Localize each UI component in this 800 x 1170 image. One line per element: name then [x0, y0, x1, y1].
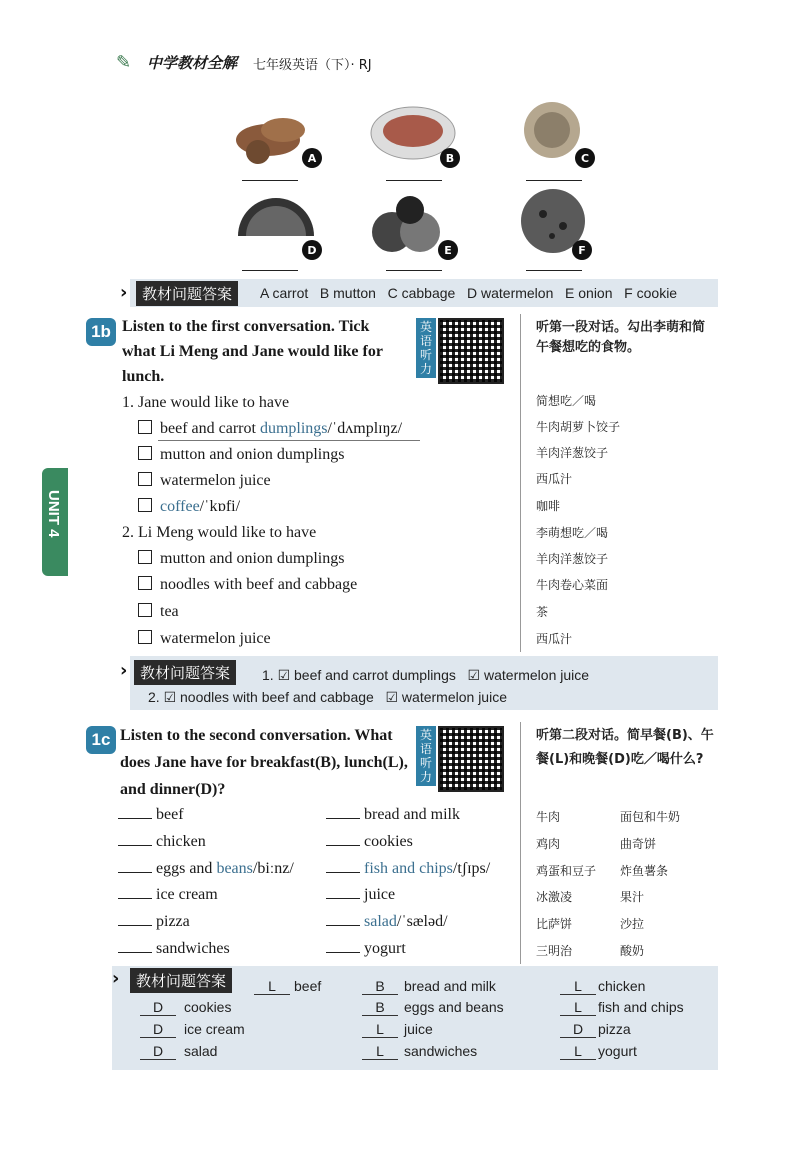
zh-gloss: 牛肉 [536, 810, 561, 824]
book-title: 中学教材全解 [147, 54, 238, 72]
option-text: mutton and onion dumplings [160, 446, 345, 463]
zh-gloss: 茶 [536, 605, 549, 619]
zh-gloss: 简想吃／喝 [536, 394, 597, 408]
food-name: bread and milk [364, 806, 460, 823]
answer-blank[interactable] [326, 872, 360, 873]
zh-gloss: 咖啡 [536, 499, 561, 513]
underline [158, 440, 420, 441]
tag-b: B [440, 148, 460, 168]
checkbox[interactable] [138, 603, 152, 617]
answer-food: juice [404, 1021, 433, 1037]
option-row[interactable] [138, 446, 344, 464]
tag-a: A [302, 148, 322, 168]
option-text: tea [160, 603, 179, 620]
answer-blank[interactable] [326, 818, 360, 819]
answer-blank[interactable] [242, 180, 298, 181]
divider [520, 722, 521, 964]
answer-blank[interactable] [386, 270, 442, 271]
answer-blank[interactable] [326, 952, 360, 953]
question-line: what Li Meng and Jane would like for [122, 343, 383, 360]
food-name: yogurt [364, 940, 406, 957]
fill-row[interactable] [326, 940, 406, 958]
option-row[interactable] [138, 630, 271, 648]
answer-food: ice cream [184, 1021, 245, 1037]
book-subtitle: 七年级英语（下）· RJ [253, 58, 372, 73]
answer-food: salad [184, 1043, 218, 1059]
zh-gloss: 三明治 [536, 944, 573, 958]
fill-row[interactable] [118, 940, 230, 958]
food-name: pizza [156, 913, 190, 930]
zh-instruction: 午餐想吃的食物。 [536, 340, 641, 355]
food-name: eggs and [156, 860, 217, 877]
zh-gloss: 李萌想吃／喝 [536, 526, 609, 540]
option-row[interactable] [138, 498, 240, 516]
tag-e: E [438, 240, 458, 260]
fill-row[interactable] [326, 833, 413, 851]
option-text: watermelon juice [160, 630, 271, 647]
zh-instruction: 餐(L)和晚餐(D)吃／喝什么? [536, 752, 704, 767]
unit-side-tab [42, 468, 68, 576]
option-row[interactable] [138, 576, 357, 594]
divider [520, 314, 521, 652]
zh-instruction: 听第二段对话。简早餐(B)、午 [536, 728, 714, 743]
zh-gloss: 炸鱼薯条 [620, 864, 669, 878]
answer-food: yogurt [598, 1043, 637, 1059]
fill-row[interactable] [118, 860, 294, 878]
zh-gloss: 鸡蛋和豆子 [536, 864, 597, 878]
checkbox[interactable] [138, 498, 152, 512]
option-row[interactable] [138, 472, 271, 490]
zh-gloss: 冰激凌 [536, 890, 573, 904]
food-name: chicken [156, 833, 206, 850]
answer-blank[interactable] [326, 845, 360, 846]
answer-letter: D [140, 1021, 176, 1038]
fill-row[interactable] [118, 886, 218, 904]
zh-gloss: 曲奇饼 [620, 837, 657, 851]
fill-row[interactable] [118, 833, 206, 851]
chevron-right-icon: › [120, 660, 128, 681]
tag-c: C [575, 148, 595, 168]
pen-icon: ✎ [116, 52, 132, 72]
answer-food: pizza [598, 1021, 631, 1037]
answer-food: sandwiches [404, 1043, 478, 1059]
fill-row[interactable] [118, 913, 190, 931]
phonetic: /ˈdʌmplɪŋz/ [327, 420, 403, 437]
option-row[interactable] [138, 550, 344, 568]
section-badge-1b: 1b [86, 318, 116, 346]
option-text: noodles with beef and cabbage [160, 576, 358, 593]
qr-code[interactable] [438, 726, 504, 792]
answer-food: chicken [598, 978, 646, 994]
group-heading: 2. Li Meng would like to have [122, 524, 317, 541]
answer-letter: L [560, 999, 596, 1016]
answer-letter: L [560, 1043, 596, 1060]
answer-letter: D [140, 999, 176, 1016]
answer-food: bread and milk [404, 978, 496, 994]
zh-instruction: 听第一段对话。勾出李萌和简 [536, 320, 706, 335]
listening-tag: 英语听力 [416, 726, 436, 786]
phonetic: /ˈkɒfi/ [199, 498, 241, 515]
answer-letter: B [362, 978, 398, 995]
phonetic: /biːnz/ [252, 860, 294, 877]
answer-food: eggs and beans [404, 999, 504, 1015]
answer-blank[interactable] [386, 180, 442, 181]
option-row[interactable] [138, 420, 402, 438]
zh-gloss: 面包和牛奶 [620, 810, 681, 824]
option-row[interactable] [138, 603, 179, 621]
option-text: watermelon juice [160, 472, 271, 489]
checkbox[interactable] [138, 420, 152, 434]
answer-text: A carrot B mutton C cabbage D watermelon E onion F cookie [260, 285, 678, 301]
fill-row[interactable] [118, 806, 184, 824]
checkbox[interactable] [138, 630, 152, 644]
answer-letter: B [362, 999, 398, 1016]
answer-blank[interactable] [242, 270, 298, 271]
zh-gloss: 牛肉卷心菜面 [536, 578, 609, 592]
zh-gloss: 果汁 [620, 890, 645, 904]
answer-letter: L [362, 1021, 398, 1038]
food-name: sandwiches [156, 940, 230, 957]
zh-gloss: 羊肉洋葱饺子 [536, 552, 609, 566]
fill-row[interactable] [326, 913, 448, 931]
question-line: lunch. [122, 368, 165, 385]
answer-label: 教材问题答案 [136, 281, 238, 306]
zh-gloss: 西瓜汁 [536, 632, 573, 646]
fill-row[interactable] [326, 860, 490, 878]
answer-letter: L [254, 978, 290, 995]
zh-gloss: 酸奶 [620, 944, 645, 958]
answer-label: 教材问题答案 [134, 660, 236, 685]
answer-blank[interactable] [118, 925, 152, 926]
chevron-right-icon: › [120, 282, 128, 303]
answer-blank[interactable] [326, 925, 360, 926]
option-text: mutton and onion dumplings [160, 550, 345, 567]
answer-label: 教材问题答案 [130, 968, 232, 993]
question-line: and dinner(D)? [120, 781, 226, 798]
checkbox[interactable] [138, 576, 152, 590]
food-name: ice cream [156, 886, 218, 903]
fill-row[interactable] [326, 886, 395, 904]
section-badge-1c: 1c [86, 726, 116, 754]
phonetic: /ˈsæləd/ [396, 913, 448, 930]
fill-row[interactable] [326, 806, 460, 824]
answer-text: 2. ☑ noodles with beef and cabbage ☑ watermelon juice [148, 689, 507, 705]
qr-code[interactable] [438, 318, 504, 384]
food-name: juice [364, 886, 396, 903]
question-line: does Jane have for breakfast(B), lunch(L), [120, 754, 408, 771]
listening-tag: 英语听力 [416, 318, 436, 378]
vocab-word: fish and chips [364, 860, 453, 877]
chevron-right-icon: › [112, 968, 120, 989]
answer-blank[interactable] [118, 818, 152, 819]
group-heading: 1. Jane would like to have [122, 394, 290, 411]
zh-gloss: 西瓜汁 [536, 472, 573, 486]
answer-letter: D [560, 1021, 596, 1038]
answer-letter: D [140, 1043, 176, 1060]
answer-letter: L [560, 978, 596, 995]
food-name: beef [156, 806, 184, 823]
answer-food: cookies [184, 999, 232, 1015]
answer-blank[interactable] [118, 845, 152, 846]
answer-blank[interactable] [118, 872, 152, 873]
checkbox[interactable] [138, 550, 152, 564]
answer-food: beef [294, 978, 322, 994]
question-line: Listen to the first conversation. Tick [122, 318, 370, 335]
answer-blank[interactable] [526, 270, 582, 271]
zh-gloss: 牛肉胡萝卜饺子 [536, 420, 621, 434]
question-line: Listen to the second conversation. What [120, 727, 393, 744]
option-text: beef and carrot [160, 420, 260, 437]
checkbox[interactable] [138, 446, 152, 460]
tag-d: D [302, 240, 322, 260]
answer-blank[interactable] [526, 180, 582, 181]
zh-gloss: 比萨饼 [536, 917, 573, 931]
answer-letter: L [362, 1043, 398, 1060]
answer-blank[interactable] [118, 898, 152, 899]
answer-text: 1. ☑ beef and carrot dumplings ☑ watermelon juice [262, 667, 590, 683]
vocab-word: beans [216, 860, 253, 877]
vocab-word: dumplings [259, 420, 328, 437]
phonetic: /tʃɪps/ [452, 860, 491, 877]
tag-f: F [572, 240, 592, 260]
answer-blank[interactable] [326, 898, 360, 899]
checkbox[interactable] [138, 472, 152, 486]
answer-food: fish and chips [598, 999, 684, 1015]
zh-gloss: 鸡肉 [536, 837, 561, 851]
zh-gloss: 羊肉洋葱饺子 [536, 446, 609, 460]
zh-gloss: 沙拉 [620, 917, 645, 931]
vocab-word: coffee [160, 498, 200, 515]
vocab-word: salad [364, 913, 397, 930]
unit-label: UNIT 4 [45, 490, 62, 538]
answer-blank[interactable] [118, 952, 152, 953]
food-name: cookies [364, 833, 413, 850]
